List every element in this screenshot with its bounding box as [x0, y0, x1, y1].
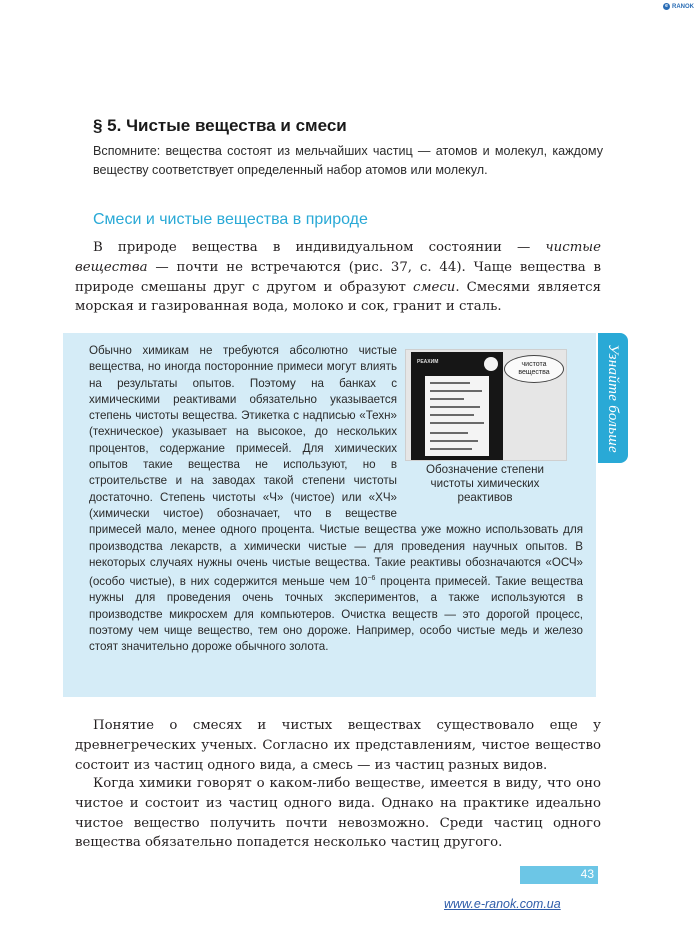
figure-caption: Обозначение степени чистоты химических реактивов — [426, 463, 544, 504]
term-mixtures: смеси — [413, 279, 456, 295]
label-inner — [425, 376, 489, 456]
page-number-bar — [520, 866, 598, 884]
paragraph-1-text-c: . Смесями является морская и газированная вода, молоко и сок, гранит и сталь. — [75, 279, 601, 315]
purity-callout: чистота вещества — [504, 355, 564, 383]
logo-icon: e — [663, 3, 670, 10]
paragraph-1-text-b: — почти не встречаются (рис. 37, с. 44). Чаще вещества в природе смешаны друг с другом и образуют — [75, 259, 601, 295]
paragraph-1-text-a: В природе вещества в индивидуальном состоянии — — [93, 240, 546, 255]
learn-more-tab: Узнайте больше — [598, 333, 628, 463]
recall-note: Вспомните: вещества состоят из мельчайших частиц — атомов и молекул, каждому веществу соответствует определенный набор атомов или молекул. — [93, 144, 603, 177]
subheading: Смеси и чистые вещества в природе — [93, 211, 368, 228]
paragraph-3: Когда химики говорят о каком-либо веществе, имеется в виду, что оно чистое и состоит из частиц одного вида. Однако на практике идеально чистое вещество получить почти невозможно. Среди частиц одного вещества обязательно попадется несколько частиц другого. — [75, 776, 601, 851]
exponent: −6 — [367, 575, 376, 583]
reagent-label-photo — [405, 349, 567, 461]
paragraph-1 — [75, 238, 601, 317]
reagent-label — [411, 352, 503, 460]
page-number: 43 — [580, 867, 594, 881]
publisher-logo — [663, 3, 694, 10]
website-link[interactable]: www.e-ranok.com.ua — [444, 897, 561, 911]
section-title: § 5. Чистые вещества и смеси — [93, 116, 347, 135]
term-pure-substances: чистые вещества — [75, 240, 601, 275]
logo-text: RANOK — [672, 3, 694, 10]
label-brand: РЕАХИМ — [417, 359, 439, 365]
emblem-icon — [484, 357, 498, 371]
info-text-part-2: процента примесей. Такие вещества нужны для проведения очень точных экспериментов, а также используются в производстве микросхем для компьютеров. Очистка веществ — это дорогой процесс, поэтому чем чище вещество, тем оно дороже. Например, особо чистые медь и железо стоят значительно дороже обычного золота. — [89, 575, 583, 654]
info-text-part-1: Обычно химикам не требуются абсолютно чистые вещества, но иногда посторонние примеси могут влиять на результаты опытов. Поэтому на банках с химическими реактивами обязательно указывается степень чистоты вещества. Этикетка с надписью «Техн» (техническое) указывает на высокое, до нескольких процентов, содержание примесей. Для химических опытов такие вещества не используют, но в строительстве и на заводах такой степени чистоты достаточно. Степень чистоты «Ч» (чистое) или «ХЧ» (химически чистое) обозначает, что в веществе примесей мало, менее одного процента. Чистые вещества уже можно использовать для производства лекарств, а химически чистые — для проведения научных опытов. В некоторых случаях нужны очень чистые вещества. Такие реактивы обозначаются «ОСЧ» (особо чистые), в них содержится меньше чем 10 — [89, 344, 583, 589]
paragraph-2: Понятие о смесях и чистых веществах существовало еще у древнегреческих ученых. Согласно их представлениям, чистое вещество состоит из частиц одного вида, а смесь — из частиц разных видов. — [75, 718, 601, 773]
